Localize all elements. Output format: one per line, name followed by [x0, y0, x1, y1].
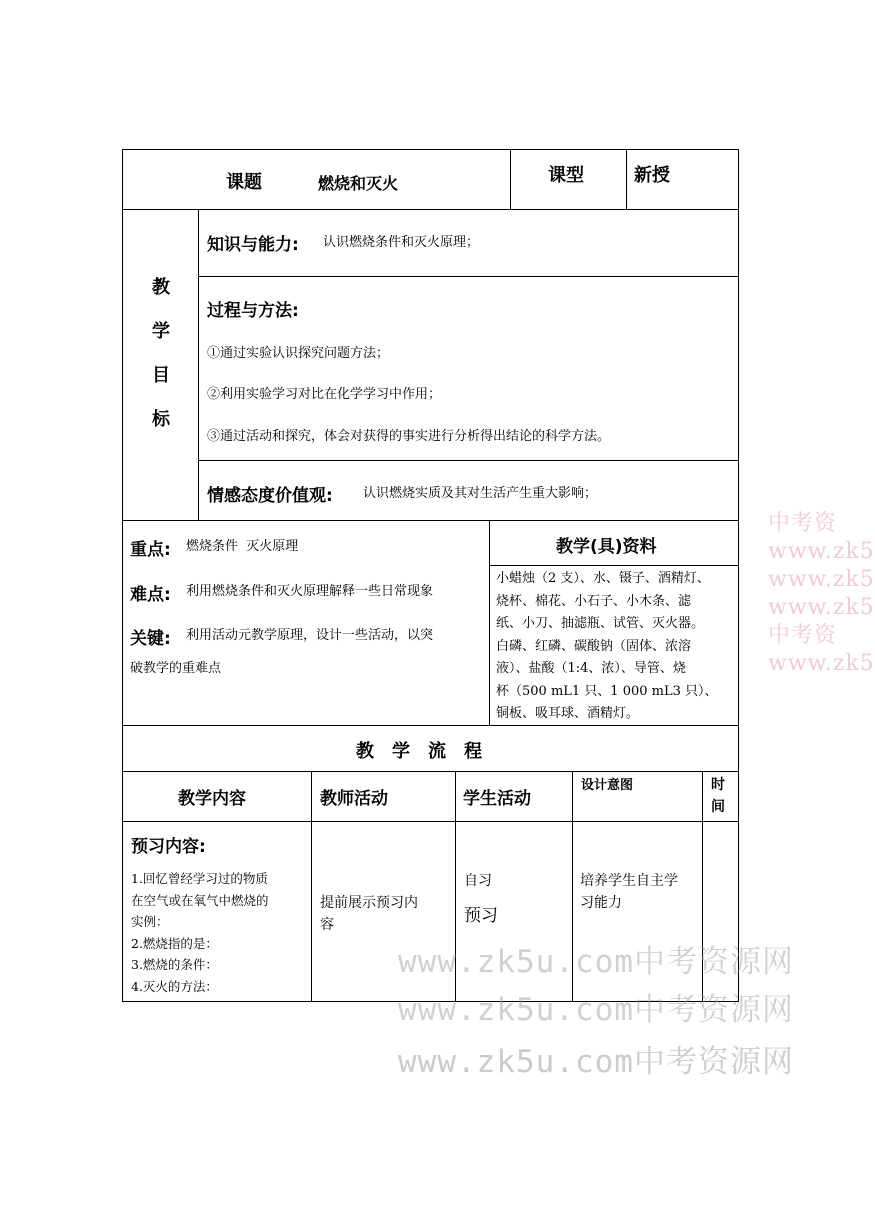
topic-value: 燃烧和灭火 [318, 174, 399, 193]
materials-title: 教学(具)资料 [556, 537, 657, 557]
focus-label: 重点: [130, 540, 171, 560]
preview-item: 实例： [131, 914, 169, 929]
objectives-side-label [150, 266, 172, 442]
type-label: 课型 [548, 165, 584, 186]
teacher-activity-line2: 容 [320, 917, 334, 933]
col-intent-label: 设计意图 [581, 778, 634, 793]
side-char-2: 学 [152, 321, 170, 342]
side-watermark-line: www.zk5 [768, 595, 875, 620]
materials-line: 杯（500 mL1 只、1 000 mL3 只）、 [496, 683, 718, 699]
intent-line1: 培养学生自主学 [580, 873, 678, 889]
intent-line2: 习能力 [580, 895, 622, 911]
knowledge-label: 知识与能力: [207, 235, 299, 255]
watermark-line-3: www.zk5u.com中考资源网 [398, 1044, 794, 1080]
preview-title: 预习内容: [131, 837, 206, 857]
col-student-label: 学生活动 [463, 789, 531, 809]
preview-items [131, 868, 269, 997]
preview-item: 4.灭火的方法： [131, 978, 218, 994]
difficulty-label: 难点: [130, 585, 171, 605]
side-watermark-line: www.zk5 [768, 651, 875, 676]
materials-line: 小蜡烛（2 支）、水、镊子、酒精灯、 [496, 571, 710, 586]
header-topic-cell [122, 149, 511, 210]
key-label: 关键: [130, 629, 171, 649]
preview-item: 在空气或在氧气中燃烧的 [131, 892, 269, 908]
materials-line: 白磷、红磷、碳酸钠（固体、浓溶 [496, 638, 692, 654]
watermark-line-2: www.zk5u.com中考资源网 [398, 992, 794, 1028]
col-teacher-label: 教师活动 [320, 789, 388, 809]
col-time-label-1: 时 [711, 777, 725, 793]
process-item-1: ①通过实验认识探究问题方法； [207, 346, 390, 361]
preview-item: 3.燃烧的条件： [131, 957, 218, 972]
type-value: 新授 [634, 165, 670, 186]
student-activity-line1: 自习 [464, 873, 492, 889]
key-text-line1: 利用活动元教学原理，设计一些活动，以突 [186, 628, 434, 643]
watermark-line-1: www.zk5u.com中考资源网 [398, 944, 794, 980]
key-text-line2: 破教学的重难点 [130, 661, 222, 676]
preview-item: 1.回忆曾经学习过的物质 [131, 871, 268, 886]
topic-label: 课题 [226, 172, 262, 193]
side-watermark-line: www.zk5 [768, 567, 875, 592]
col-time-label-2: 间 [711, 799, 725, 815]
materials-line: 铜板、吸耳球、酒精灯。 [496, 706, 640, 721]
focus-text: 燃烧条件 灭火原理 [186, 539, 299, 554]
emotion-label: 情感态度价值观: [207, 486, 333, 506]
student-activity-line2: 预习 [464, 906, 498, 926]
side-char-3: 目 [152, 365, 170, 386]
side-char-4: 标 [152, 409, 170, 430]
flow-title: 教 学 流 程 [356, 741, 482, 762]
col-content-label: 教学内容 [178, 789, 246, 809]
teacher-activity-line1: 提前展示预习内 [320, 895, 418, 911]
process-item-3: ③通过活动和探究，体会对获得的事实进行分析得出结论的科学方法。 [207, 429, 611, 444]
difficulty-text: 利用燃烧条件和灭火原理解释一些日常现象 [186, 584, 434, 599]
emotion-text: 认识燃烧实质及其对生活产生重大影响； [363, 486, 598, 501]
process-label: 过程与方法: [207, 301, 299, 321]
materials-line: 液）、盐酸（1:4、浓）、导管、烧 [496, 661, 686, 676]
side-watermark-line: 中考资 [768, 623, 838, 648]
side-watermark [768, 510, 875, 678]
process-item-2: ②利用实验学习对比在化学学习中作用； [207, 387, 442, 402]
materials-line: 烧杯、棉花、小石子、小木条、滤 [496, 593, 692, 609]
keypoints-cell [122, 520, 490, 726]
materials-line: 纸、小刀、抽滤瓶、试管、灭火器。 [496, 616, 705, 631]
side-watermark-line: 中考资 [768, 511, 838, 536]
side-char-1: 教 [152, 277, 170, 298]
materials-list [496, 568, 736, 726]
knowledge-text: 认识燃烧条件和灭火原理； [323, 235, 480, 250]
preview-item: 2.燃烧指的是： [131, 935, 218, 951]
side-watermark-line: www.zk5 [768, 539, 875, 564]
